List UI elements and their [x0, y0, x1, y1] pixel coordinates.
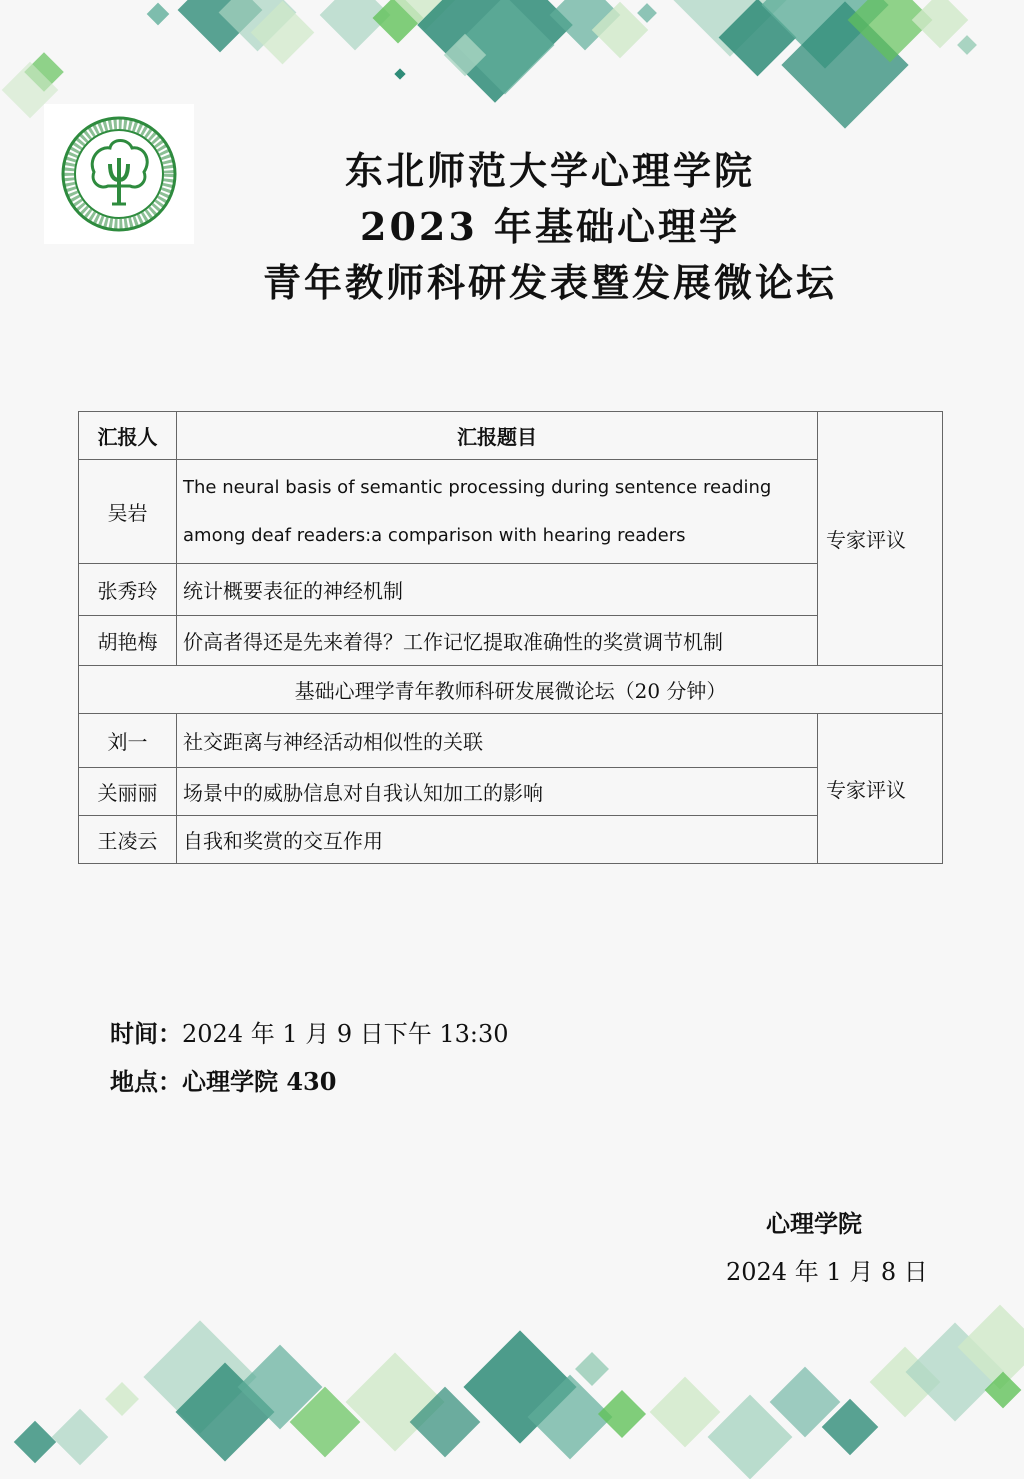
header-reporter: 汇报人 [79, 412, 177, 460]
table-row [79, 616, 943, 666]
report-topic: 价高者得还是先来着得？工作记忆提取准确性的奖赏调节机制 [177, 616, 818, 666]
title-line-forum: 青年教师科研发表暨发展微论坛 [262, 260, 837, 305]
forum-row [79, 666, 943, 714]
title-line-school: 东北师范大学心理学院 [344, 148, 755, 193]
report-topic [177, 460, 818, 564]
table-row [79, 768, 943, 816]
table-row [79, 714, 943, 768]
reporter-name: 胡艳梅 [79, 616, 177, 666]
university-logo [44, 104, 194, 244]
reporter-name: 张秀玲 [79, 564, 177, 616]
signature-org: 心理学院 [766, 1209, 862, 1238]
signature-date: 2024 年 1 月 8 日 [726, 1258, 928, 1286]
time-value: 2024 年 1 月 9 日下午 13:30 [182, 1020, 509, 1048]
header-topic: 汇报题目 [177, 412, 818, 460]
reporter-name: 关丽丽 [79, 768, 177, 816]
place-label: 地点： [110, 1067, 182, 1096]
report-topic-line: among deaf readers:a comparison with hearing readers [183, 524, 686, 546]
table-header-row [79, 412, 943, 460]
title-line-year: 2023 年基础心理学 [360, 204, 740, 249]
report-topic: 社交距离与神经活动相似性的关联 [177, 714, 818, 768]
psychology-school-seal [52, 116, 186, 232]
report-topic-line: The neural basis of semantic processing during sentence reading [183, 476, 772, 498]
review-cell-session2: 专家评议 [818, 714, 943, 864]
event-place [110, 1062, 336, 1097]
table-row [79, 564, 943, 616]
event-time [110, 1014, 509, 1049]
table-row [79, 816, 943, 864]
bottom-decoration [0, 1317, 1024, 1447]
schedule-table [78, 411, 943, 864]
reporter-name: 刘一 [79, 714, 177, 768]
place-value: 心理学院 430 [182, 1067, 337, 1096]
top-decoration [0, 0, 1024, 120]
forum-session-label: 基础心理学青年教师科研发展微论坛（20 分钟） [79, 666, 943, 714]
review-cell-session1: 专家评议 [818, 412, 943, 666]
report-topic: 统计概要表征的神经机制 [177, 564, 818, 616]
reporter-name: 吴岩 [79, 460, 177, 564]
time-label: 时间： [110, 1019, 182, 1048]
reporter-name: 王凌云 [79, 816, 177, 864]
table-row [79, 460, 943, 564]
report-topic: 场景中的威胁信息对自我认知加工的影响 [177, 768, 818, 816]
report-topic: 自我和奖赏的交互作用 [177, 816, 818, 864]
